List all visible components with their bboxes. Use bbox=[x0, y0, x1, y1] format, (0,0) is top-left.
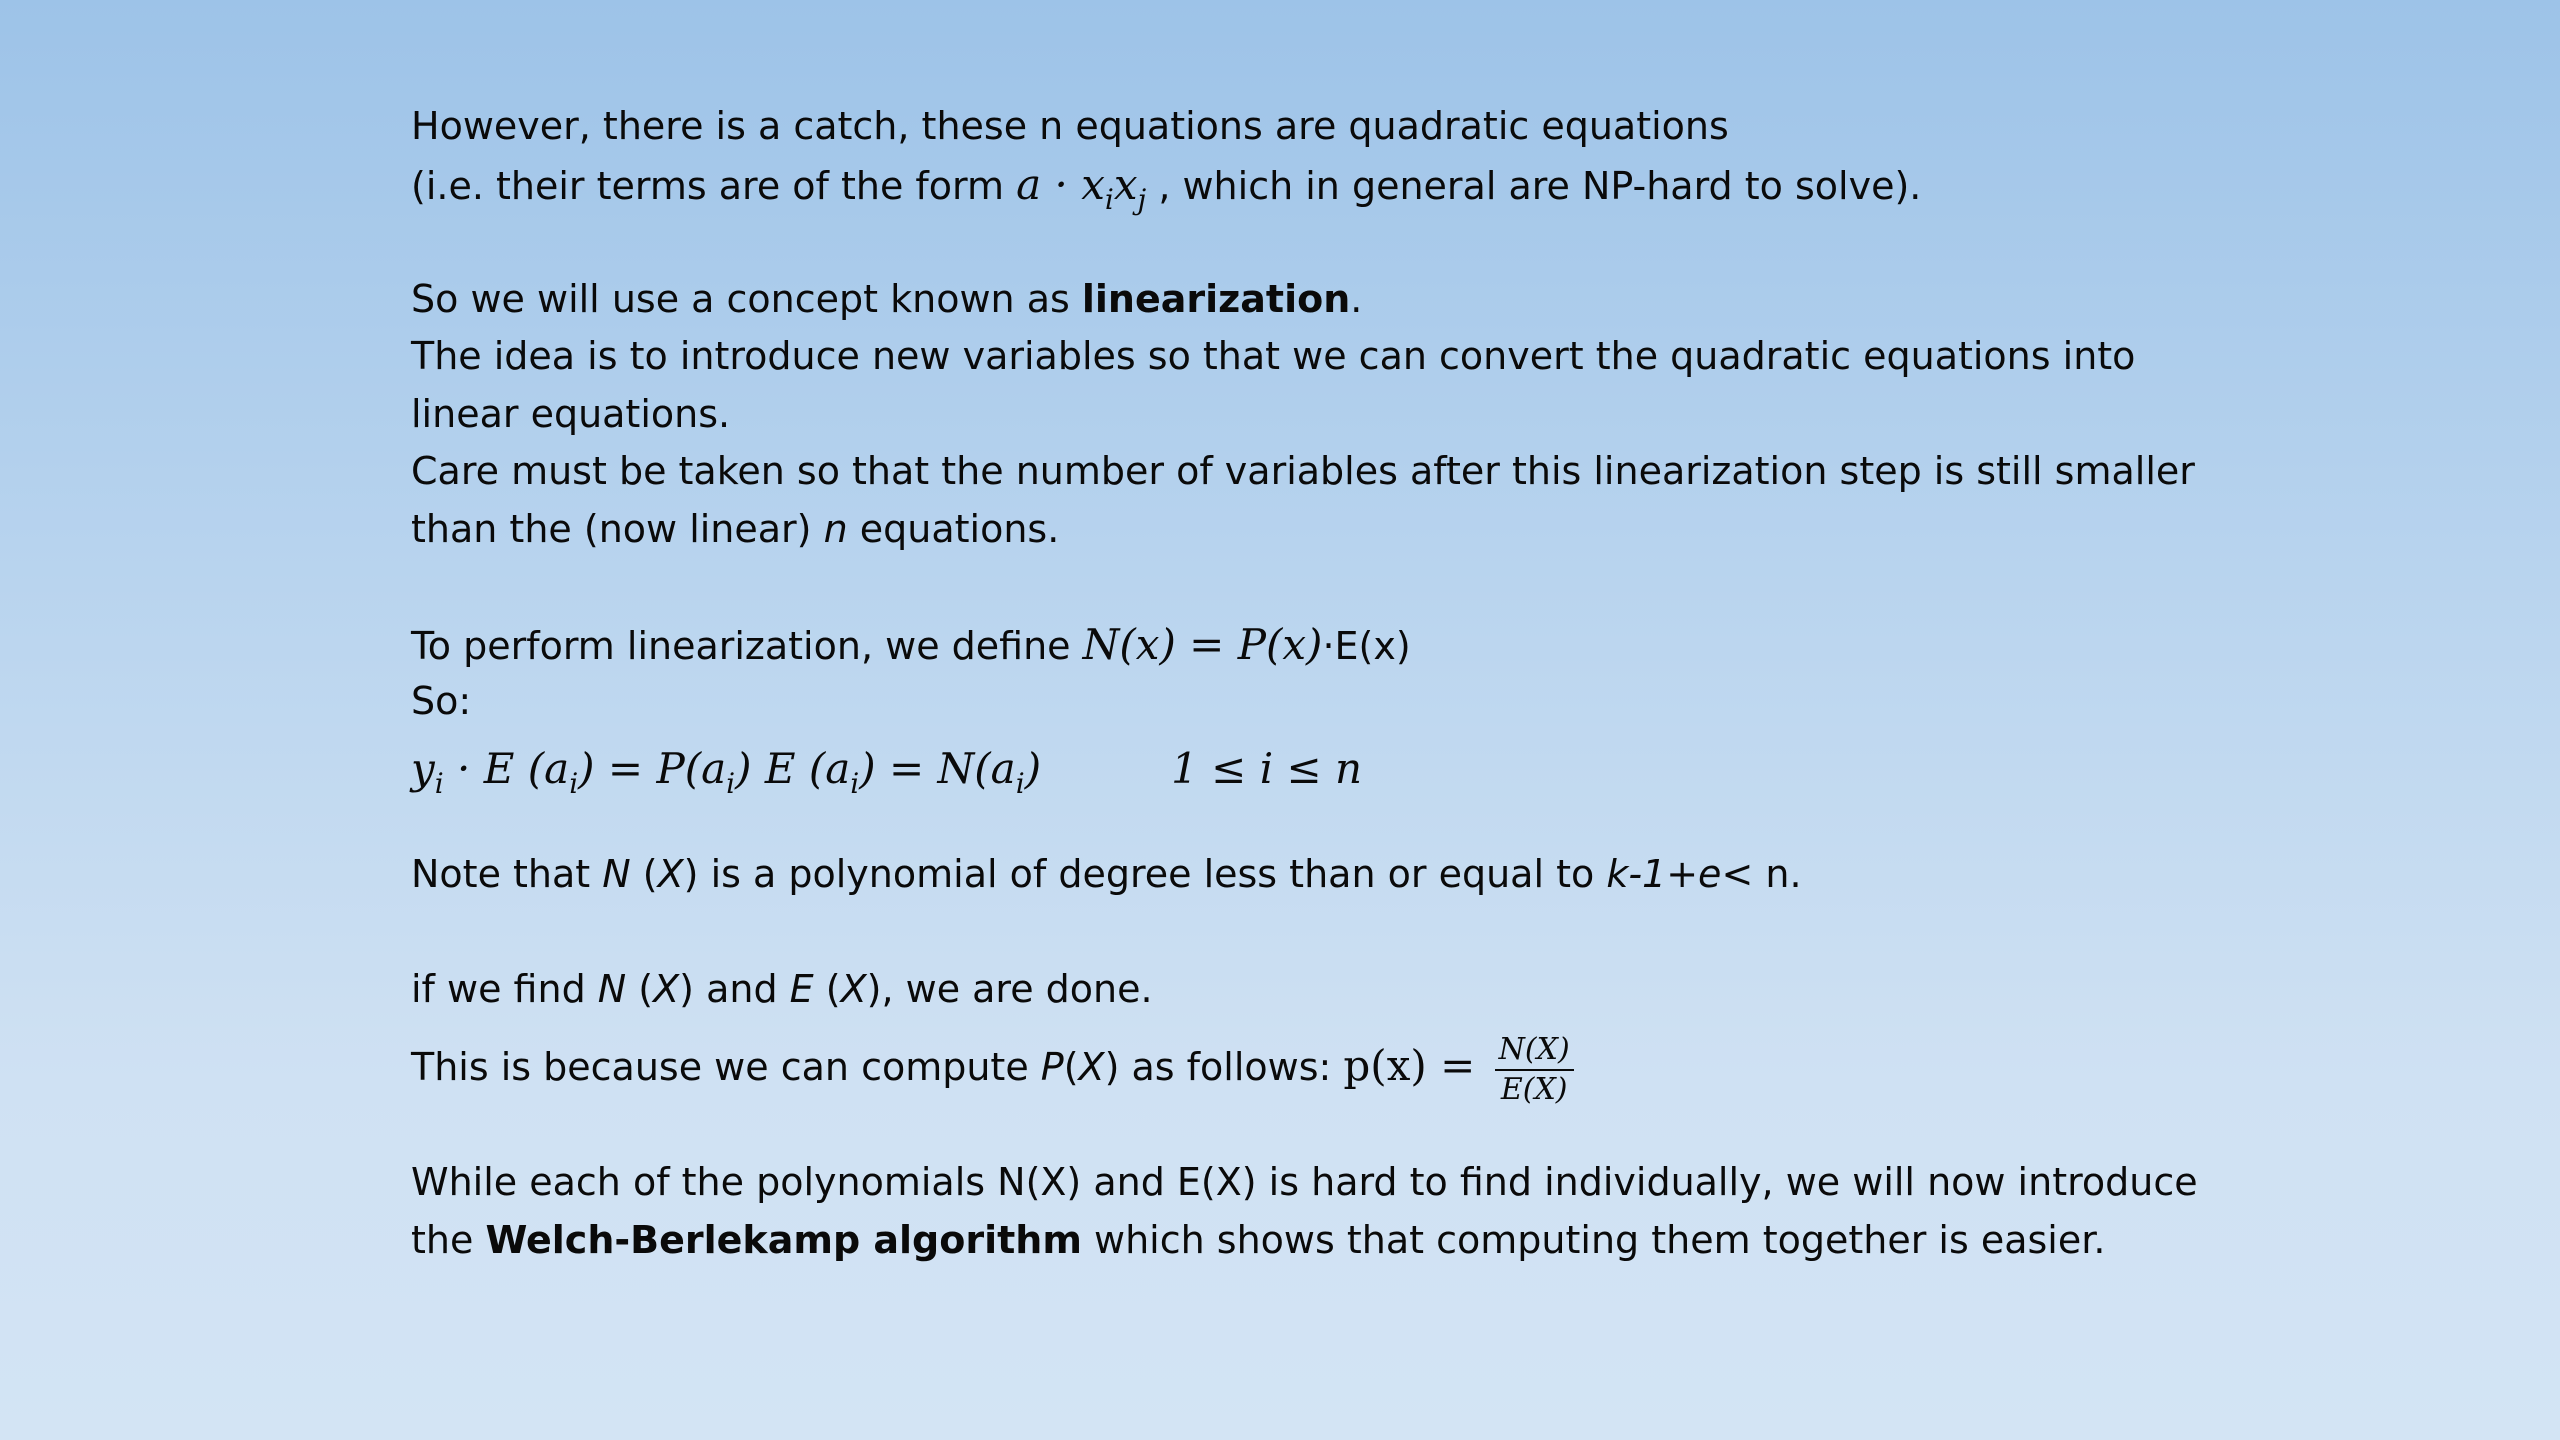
text: ) as follows: bbox=[1104, 1045, 1344, 1089]
italic-term: n bbox=[823, 506, 848, 551]
italic-term: k-1+e bbox=[1606, 851, 1722, 896]
text: linear equations. bbox=[411, 391, 731, 436]
italic-term: X bbox=[840, 966, 867, 1011]
math-expression: p(x) = bbox=[1343, 1041, 1489, 1090]
subscript: i bbox=[850, 766, 860, 800]
math-term: a · x bbox=[1016, 159, 1105, 209]
text-line bbox=[411, 846, 2261, 904]
slide-content bbox=[411, 98, 2261, 1269]
text: ( bbox=[813, 966, 841, 1011]
text: However, there is a catch, these n equations are quadratic equations bbox=[411, 104, 1729, 148]
text-line bbox=[411, 1018, 2261, 1114]
text: if we find bbox=[411, 966, 598, 1011]
text-line bbox=[411, 98, 2261, 156]
math-term: ) E (a bbox=[735, 743, 851, 793]
text: While each of the polynomials N(X) and E(X) is hard to find individually, we will now introduce bbox=[411, 1160, 2198, 1204]
text: < n. bbox=[1721, 851, 1802, 896]
italic-term: X bbox=[653, 966, 680, 1011]
text: ) and bbox=[679, 966, 790, 1011]
math-expression: N(x) = P(x) bbox=[1082, 619, 1323, 669]
math-term: ) bbox=[1024, 743, 1042, 793]
math-term: x bbox=[1113, 159, 1138, 209]
fraction bbox=[1495, 1031, 1574, 1109]
text: So: bbox=[411, 679, 472, 723]
text-line bbox=[411, 1154, 2261, 1212]
text: ( bbox=[1063, 1045, 1079, 1089]
text: the bbox=[411, 1217, 486, 1262]
italic-term: N bbox=[602, 851, 631, 896]
text-line bbox=[411, 616, 2261, 674]
text: To perform linearization, we define bbox=[411, 623, 1083, 668]
text-line bbox=[411, 328, 2261, 386]
math-term: ) = P(a bbox=[578, 743, 727, 793]
text-line bbox=[411, 156, 2261, 214]
text: ) is a polynomial of degree less than or equal to bbox=[683, 851, 1607, 896]
text: Note that bbox=[411, 851, 603, 896]
text-line bbox=[411, 271, 2261, 329]
subscript: i bbox=[569, 766, 579, 800]
text: , which in general are NP-hard to solve). bbox=[1146, 163, 1922, 208]
text: This is because we can compute bbox=[411, 1045, 1041, 1089]
math-term: · E (a bbox=[443, 743, 570, 793]
equation-line bbox=[411, 731, 2261, 806]
text: ·E(x) bbox=[1322, 623, 1411, 668]
italic-term: X bbox=[1078, 1045, 1105, 1089]
subscript: i bbox=[434, 766, 444, 800]
text-line bbox=[411, 501, 2261, 559]
text: ), we are done. bbox=[866, 966, 1153, 1011]
subscript: i bbox=[726, 766, 736, 800]
text-line bbox=[411, 673, 2261, 731]
text-line bbox=[411, 443, 2261, 501]
bold-term: linearization bbox=[1081, 276, 1351, 321]
text: which shows that computing them together is easier. bbox=[1081, 1217, 2106, 1262]
text-line bbox=[411, 1212, 2261, 1270]
text: ( bbox=[626, 966, 654, 1011]
text-line bbox=[411, 386, 2261, 444]
text: The idea is to introduce new variables so that we can convert the quadratic equations into bbox=[411, 334, 2136, 378]
text: Care must be taken so that the number of variables after this linearization step is still smaller bbox=[411, 449, 2195, 493]
math-term: ) = N(a bbox=[859, 743, 1016, 793]
text: than the (now linear) bbox=[411, 506, 824, 551]
text: So we will use a concept known as bbox=[411, 276, 1082, 321]
text: equations. bbox=[847, 506, 1060, 551]
subscript: i bbox=[1104, 182, 1114, 216]
bold-term: Welch-Berlekamp algorithm bbox=[485, 1217, 1082, 1262]
text: (i.e. their terms are of the form bbox=[411, 163, 1017, 208]
italic-term: P bbox=[1040, 1045, 1064, 1089]
italic-term: N bbox=[597, 966, 627, 1011]
index-range: 1 ≤ i ≤ n bbox=[1171, 743, 1363, 793]
subscript: j bbox=[1137, 182, 1147, 216]
italic-term: X bbox=[657, 851, 684, 896]
fraction-numerator: N(X) bbox=[1495, 1031, 1574, 1071]
text: . bbox=[1350, 276, 1363, 321]
subscript: i bbox=[1015, 766, 1025, 800]
italic-term: E bbox=[789, 966, 814, 1011]
math-term: y bbox=[411, 743, 435, 793]
text: ( bbox=[630, 851, 658, 896]
text-line bbox=[411, 961, 2261, 1019]
fraction-denominator: E(X) bbox=[1500, 1071, 1568, 1107]
